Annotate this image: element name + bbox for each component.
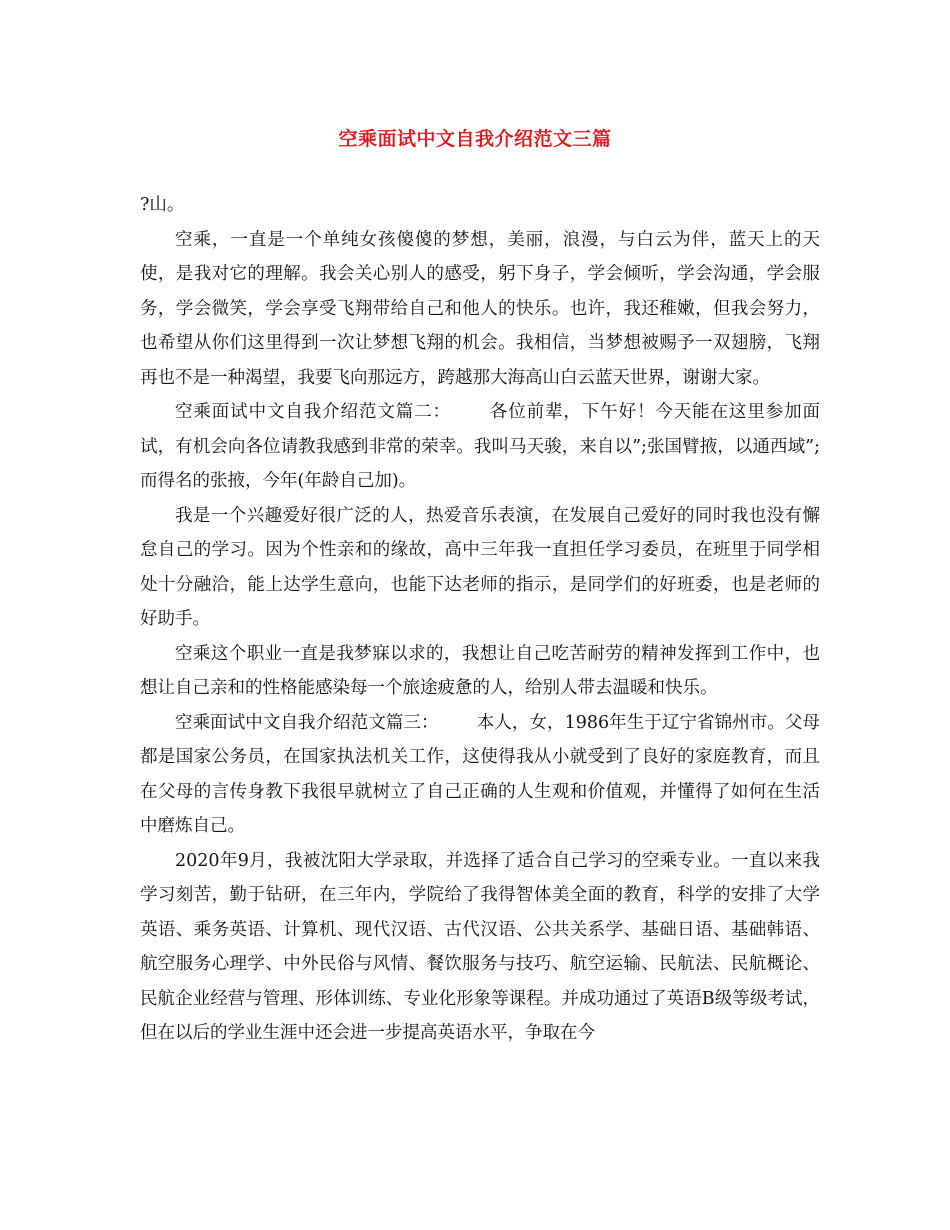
- paragraph-5-text: 本人，女，1986年生于辽宁省锦州市。父母都是国家公务员，在国家执法机关工作，这使得我从小就受到了良好的家庭教育，而且在父母的言传身教下我很早就树立了自己正确的人生观和价值观，并懂得了如何在生活中磨炼自己。: [140, 712, 820, 836]
- paragraph-5: [140, 706, 820, 844]
- section-heading-2: 空乘面试中文自我介绍范文篇二：: [175, 402, 451, 422]
- paragraph-fragment: ?山。: [140, 195, 185, 215]
- paragraph-2-text: 各位前辈，下午好！今天能在这里参加面试，有机会向各位请教我感到非常的荣幸。我叫马天骏，来自以”;张国臂掖，以通西域”;而得名的张掖，今年(年龄自己加)。: [140, 402, 821, 491]
- paragraph-4: 空乘这个职业一直是我梦寐以求的，我想让自己吃苦耐劳的精神发挥到工作中，也想让自己亲和的性格能感染每一个旅途疲惫的人，给别人带去温暖和快乐。: [140, 643, 820, 698]
- paragraph-2: [140, 395, 820, 499]
- paragraph-6: 2020年9月，我被沈阳大学录取，并选择了适合自己学习的空乘专业。一直以来我学习刻苦，勤于钻研，在三年内，学院给了我得智体美全面的教育，科学的安排了大学英语、乘务英语、计算机、现代汉语、古代汉语、公共关系学、基础日语、基础韩语、航空服务心理学、中外民俗与风情、餐饮服务与技巧、航空运输、民航法、民航概论、民航企业经营与管理、形体训练、专业化形象等课程。并成功通过了英语B级等级考试，但在以后的学业生涯中还会进一步提高英语水平，争取在今: [140, 850, 820, 1043]
- document-title: 空乘面试中文自我介绍范文三篇: [338, 128, 612, 150]
- paragraph-3: 我是一个兴趣爱好很广泛的人，热爱音乐表演，在发展自己爱好的同时我也没有懈怠自己的学习。因为个性亲和的缘故，高中三年我一直担任学习委员，在班里于同学相处十分融洽，能上达学生意向，也能下达老师的指示，是同学们的好班委，也是老师的好助手。: [140, 505, 820, 629]
- document-body: [140, 188, 820, 1051]
- paragraph-1: 空乘，一直是一个单纯女孩傻傻的梦想，美丽，浪漫，与白云为伴，蓝天上的天使，是我对它的理解。我会关心别人的感受，躬下身子，学会倾听，学会沟通，学会服务，学会微笑，学会享受飞翔带给自己和他人的快乐。也许，我还稚嫩，但我会努力，也希望从你们这里得到一次让梦想飞翔的机会。我相信，当梦想被赐予一双翅膀，飞翔再也不是一种渴望，我要飞向那远方，跨越那大海高山白云蓝天世界，谢谢大家。: [140, 229, 820, 388]
- section-heading-3: 空乘面试中文自我介绍范文篇三：: [175, 712, 439, 733]
